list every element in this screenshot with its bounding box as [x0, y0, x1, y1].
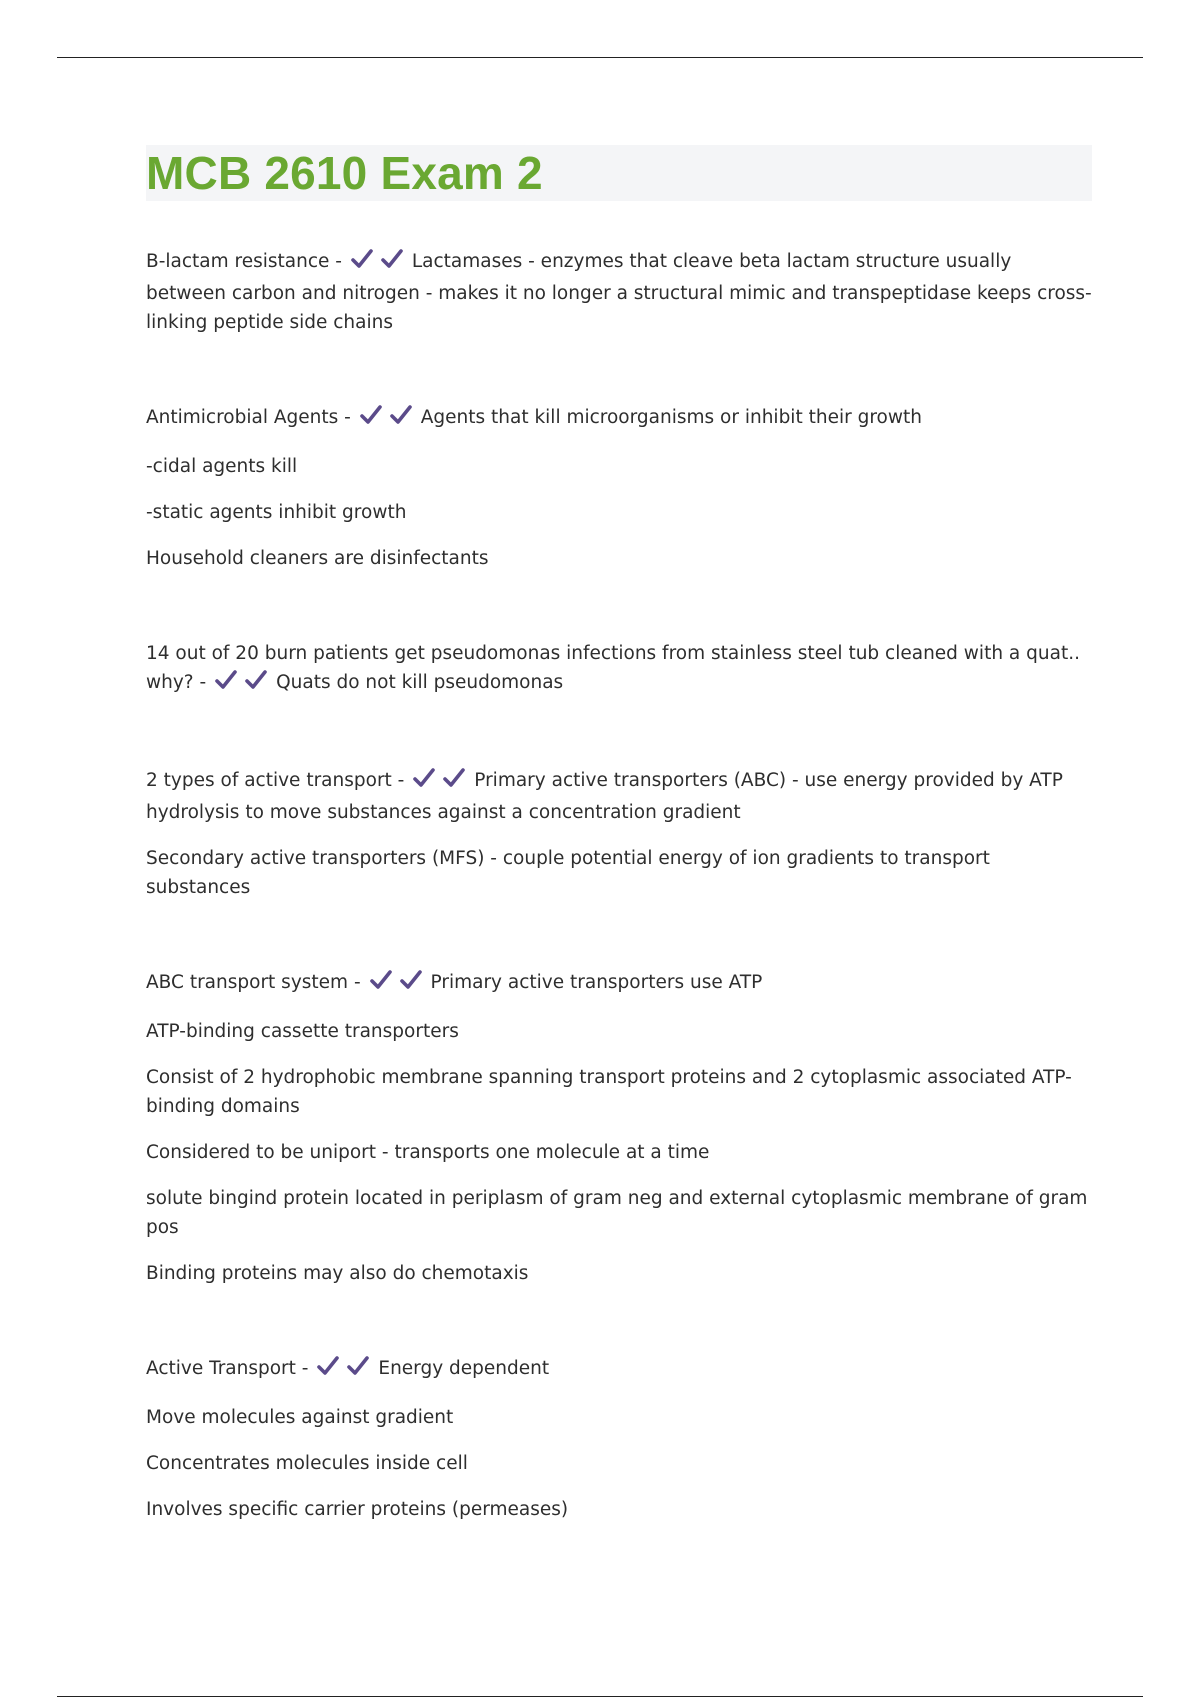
flashcard: [146, 403, 1092, 573]
double-check-icon: [359, 404, 419, 435]
check-icon: [389, 404, 413, 426]
flashcard-term: 14 out of 20 burn patients get pseudomonas infections from stainless steel tub cleaned with a quat.. why? -: [146, 643, 1080, 693]
flashcard-answer-line: Secondary active transporters (MFS) - couple potential energy of ion gradients to transport substances: [146, 848, 990, 898]
flashcard-answer-line: Household cleaners are disinfectants: [146, 548, 489, 569]
check-icon: [244, 669, 268, 691]
double-check-icon: [369, 969, 429, 1000]
flashcard: [146, 1354, 1092, 1524]
flashcard-question-line: [146, 1354, 1092, 1386]
flashcard-answer: Lactamases - enzymes that cleave beta lactam structure usually between carbon and nitrogen - makes it no longer a structural mimic and transpeptidase keeps cross-linking peptide side chains: [146, 251, 1092, 333]
check-icon: [359, 404, 383, 426]
flashcard-list: [146, 247, 1092, 1524]
flashcard-term: 2 types of active transport -: [146, 770, 405, 791]
double-check-icon: [316, 1355, 376, 1386]
check-icon: [316, 1355, 340, 1377]
flashcard-answer: Energy dependent: [378, 1358, 550, 1379]
flashcard-answer-line: Move molecules against gradient: [146, 1407, 454, 1428]
flashcard-question-line: [146, 403, 1092, 435]
flashcard-answer-line: Binding proteins may also do chemotaxis: [146, 1263, 529, 1284]
check-icon: [214, 669, 238, 691]
flashcard-answer-line: Considered to be uniport - transports one molecule at a time: [146, 1142, 710, 1163]
flashcard-answer-line: -static agents inhibit growth: [146, 502, 407, 523]
flashcard-answer-line: -cidal agents kill: [146, 456, 298, 477]
flashcard-answer: Primary active transporters (ABC) - use energy provided by ATP hydrolysis to move substances against a concentration gradient: [146, 770, 1063, 823]
flashcard-term: Active Transport -: [146, 1358, 309, 1379]
flashcard: [146, 639, 1092, 700]
flashcard-answer-line: Consist of 2 hydrophobic membrane spanning transport proteins and 2 cytoplasmic associated ATP-binding domains: [146, 1067, 1072, 1117]
flashcard-answer-line: ATP-binding cassette transporters: [146, 1021, 459, 1042]
flashcard-answer-line: Concentrates molecules inside cell: [146, 1453, 468, 1474]
title-band: [146, 145, 1092, 201]
document-body: [146, 145, 1092, 1541]
flashcard-answer: Agents that kill microorganisms or inhibit their growth: [420, 407, 922, 428]
flashcard-answer: Quats do not kill pseudomonas: [276, 672, 564, 693]
flashcard-answer-line: Involves specific carrier proteins (permeases): [146, 1499, 569, 1520]
flashcard-term: ABC transport system -: [146, 972, 361, 993]
check-icon: [380, 248, 404, 270]
check-icon: [369, 969, 393, 991]
document-title: MCB 2610 Exam 2: [146, 147, 543, 199]
flashcard-term: B-lactam resistance -: [146, 251, 342, 272]
flashcard-term: Antimicrobial Agents -: [146, 407, 351, 428]
flashcard-question-line: [146, 639, 1092, 700]
check-icon: [399, 969, 423, 991]
bottom-rule: [57, 1696, 1143, 1697]
flashcard-question-line: [146, 247, 1092, 337]
flashcard: [146, 247, 1092, 337]
double-check-icon: [412, 767, 472, 798]
top-rule: [57, 57, 1143, 58]
flashcard-answer: Primary active transporters use ATP: [430, 972, 763, 993]
flashcard-question-line: [146, 968, 1092, 1000]
double-check-icon: [214, 669, 274, 700]
flashcard-question-line: [146, 766, 1092, 827]
check-icon: [346, 1355, 370, 1377]
check-icon: [350, 248, 374, 270]
flashcard: [146, 968, 1092, 1288]
flashcard: [146, 766, 1092, 902]
double-check-icon: [350, 248, 410, 279]
check-icon: [442, 767, 466, 789]
flashcard-answer-line: solute bingind protein located in periplasm of gram neg and external cytoplasmic membrane of gram pos: [146, 1188, 1088, 1238]
check-icon: [412, 767, 436, 789]
